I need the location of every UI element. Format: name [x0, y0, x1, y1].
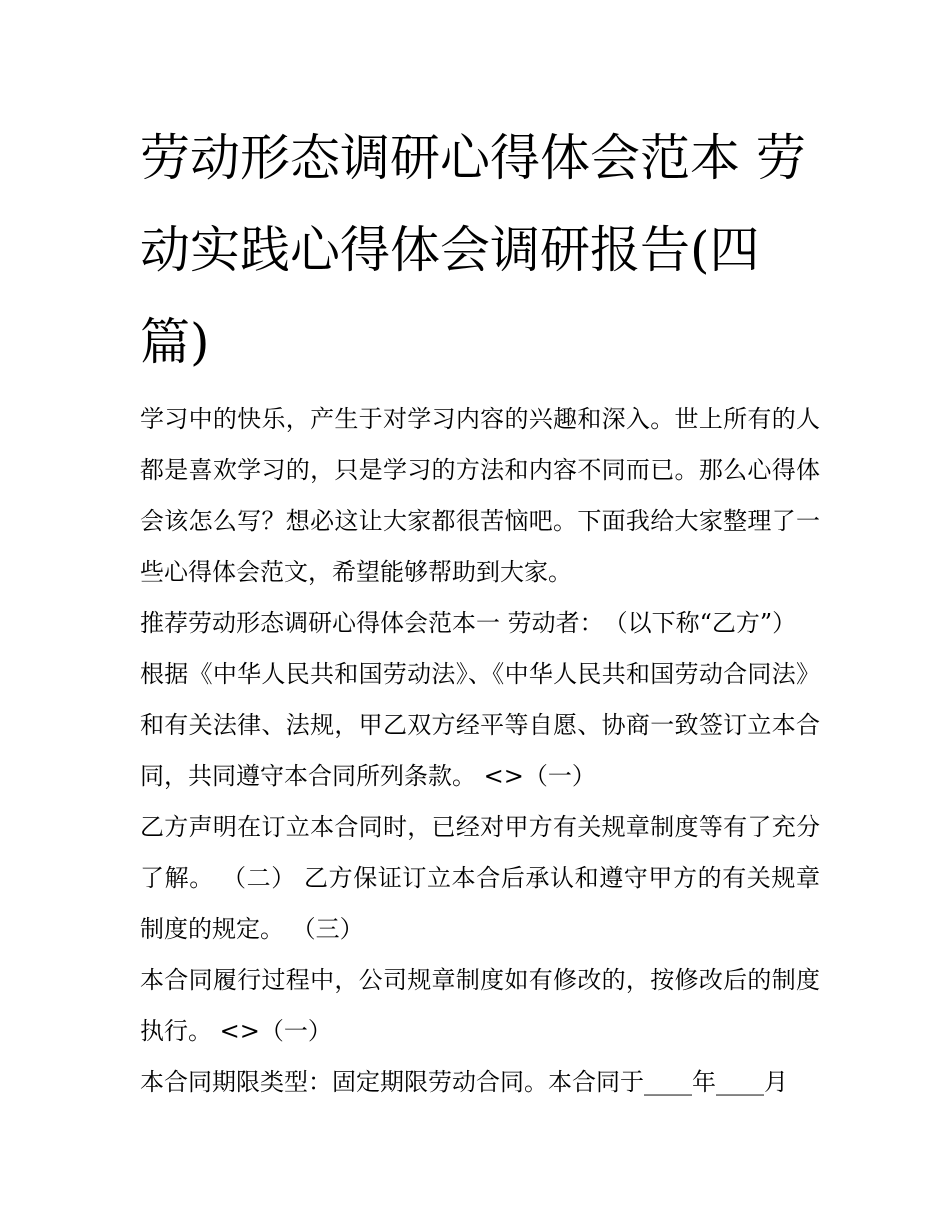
paragraph-declaration: 乙方声明在订立本合同时，已经对甲方有关规章制度等有了充分了解。 （二） 乙方保证订立本合后承认和遵守甲方的有关规章制度的规定。 （三） — [140, 813, 820, 943]
paragraph-rules-change: 本合同履行过程中，公司规章制度如有修改的，按修改后的制度执行。 <>（一） — [140, 966, 820, 1045]
paragraph-contract-term: 本合同期限类型：固定期限劳动合同。本合同于____年____月 — [140, 1068, 788, 1096]
paragraph-recommend: 推荐劳动形态调研心得体会范本一 劳动者： （以下称“乙方”） — [140, 609, 797, 637]
paragraph-intro: 学习中的快乐，产生于对学习内容的兴趣和深入。世上所有的人都是喜欢学习的，只是学习的方法和内容不同而已。那么心得体会该怎么写？想必这让大家都很苦恼吧。下面我给大家整理了一些心得体会范文，希望能够帮助到大家。 — [140, 405, 820, 586]
paragraph-legal-basis: 根据《中华人民共和国劳动法》、《中华人民共和国劳动合同法》和有关法律、法规，甲乙双方经平等自愿、协商一致签订立本合同，共同遵守本合同所列条款。 <>（一） — [140, 660, 820, 790]
document-page — [140, 112, 820, 1108]
document-title: 劳动形态调研心得体会范本 劳动实践心得体会调研报告(四篇) — [140, 129, 806, 371]
